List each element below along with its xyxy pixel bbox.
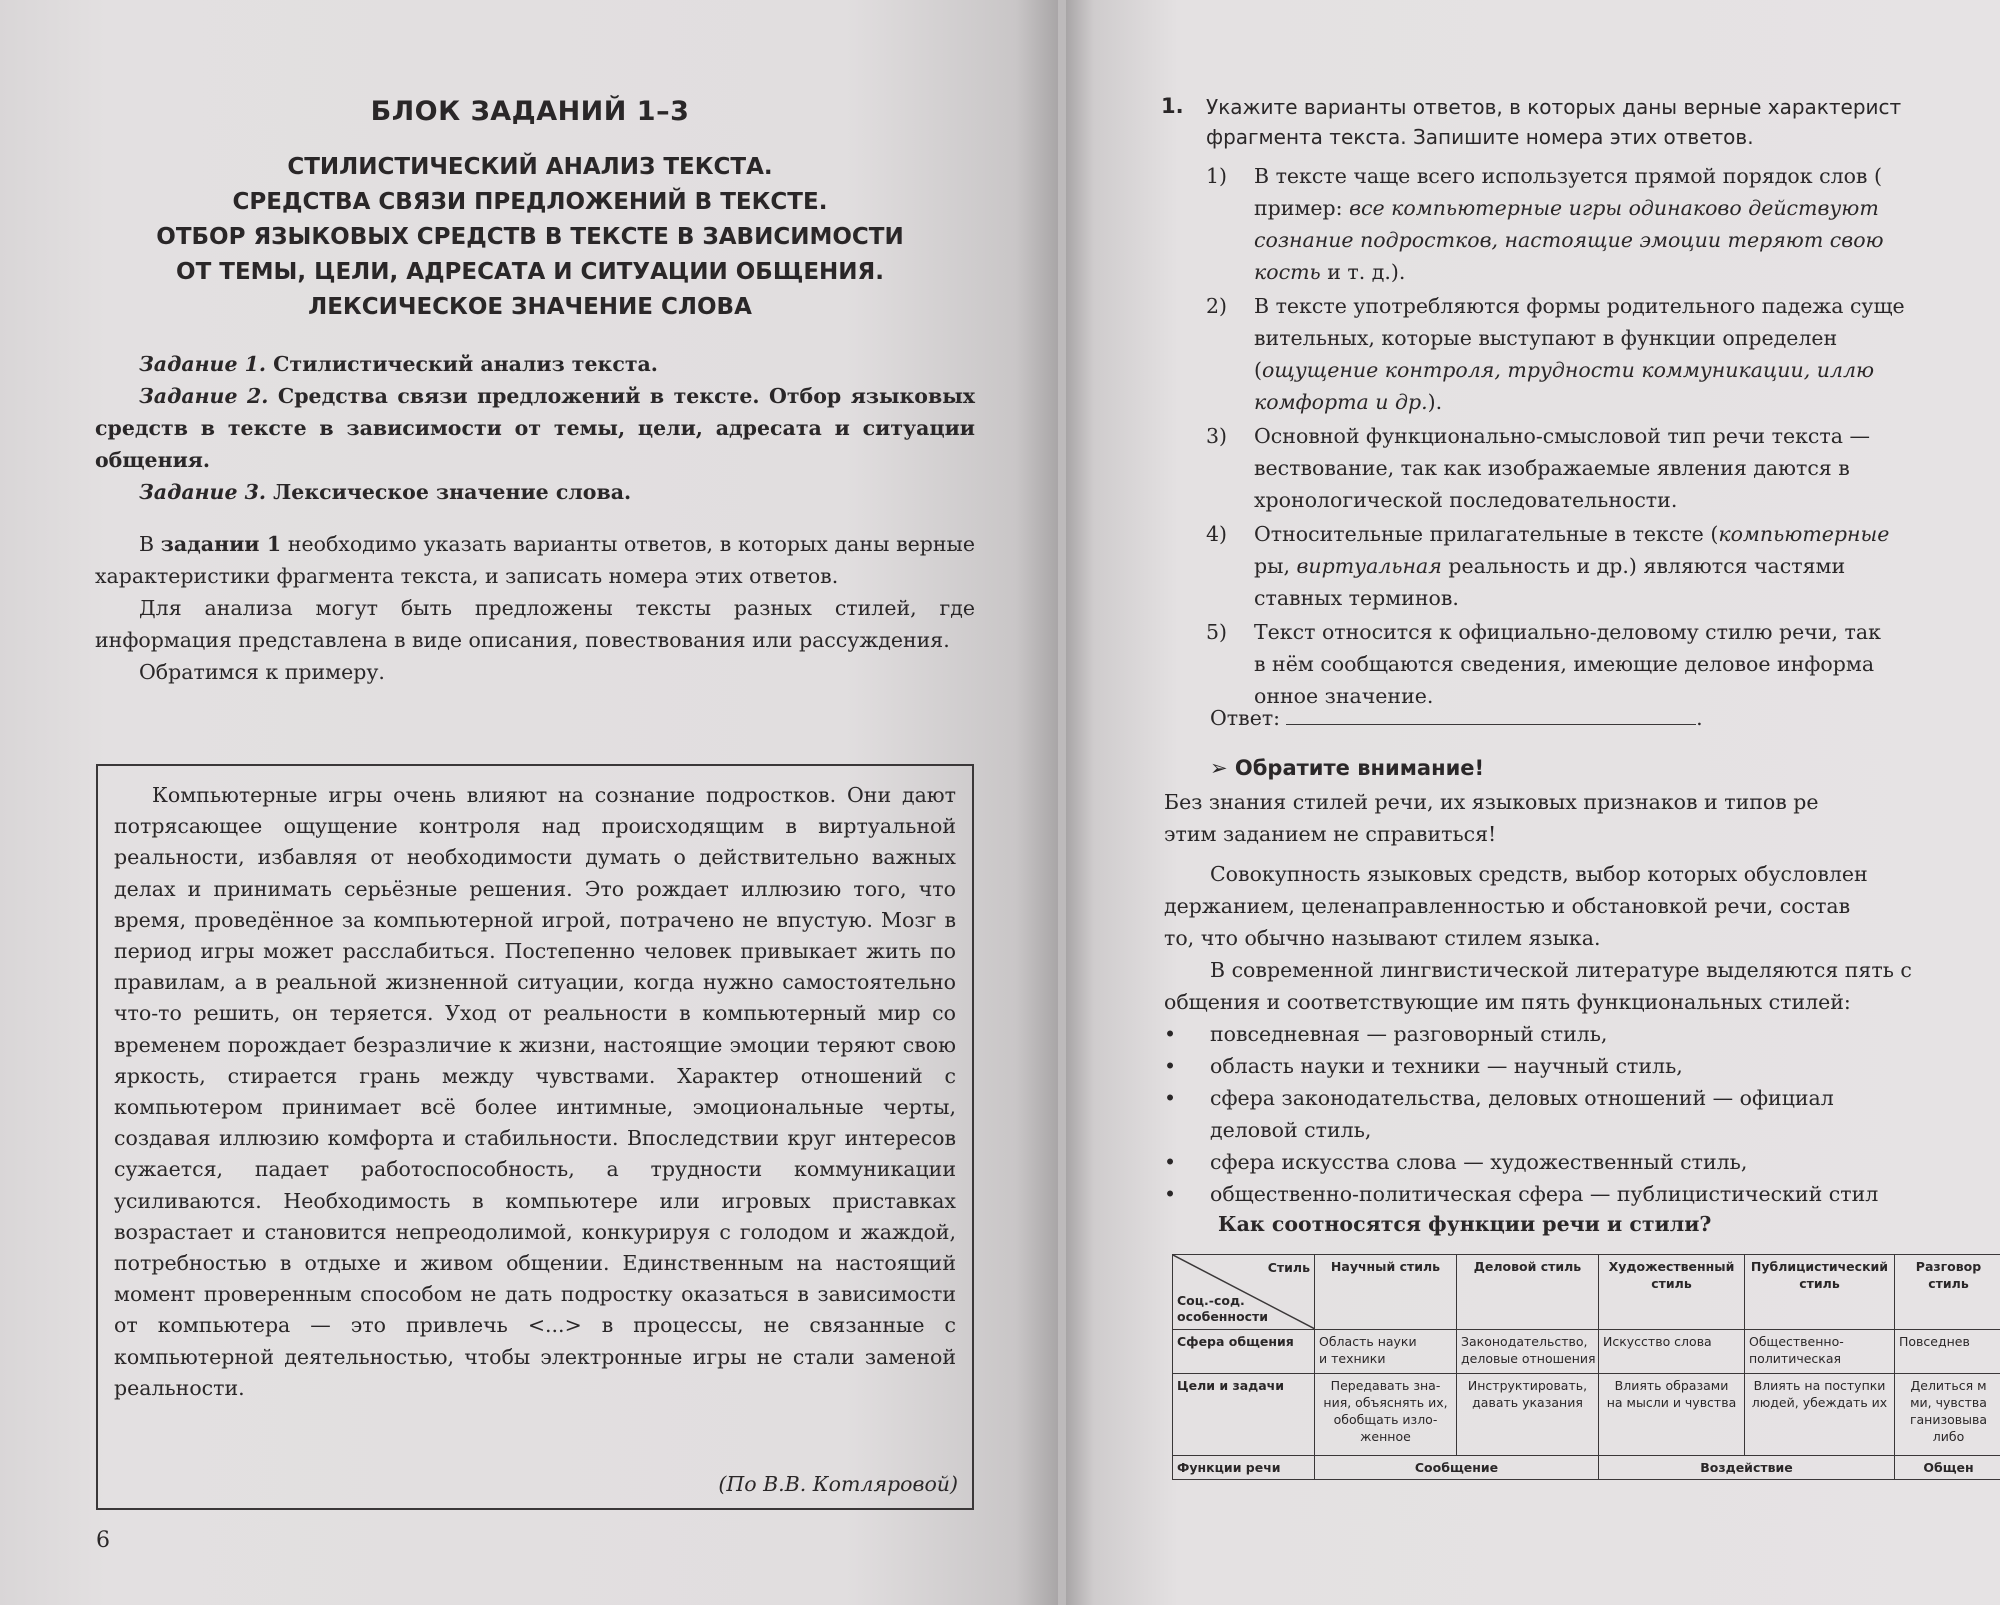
cell-line: Влиять на поступки: [1753, 1378, 1886, 1393]
table-cell: [1895, 1330, 2000, 1374]
option-text: ощущение контроля, трудности коммуникации, иллю: [1262, 358, 1875, 382]
note-heading: ➢ Обратите внимание!: [1210, 756, 1485, 780]
table-cell: [1457, 1374, 1599, 1456]
option-text: в нём сообщаются сведения, имеющие деловое информа: [1254, 652, 1875, 676]
table-row: [1173, 1456, 2000, 1480]
table-row: [1173, 1330, 2000, 1374]
para-line: В современной лингвистической литературе выделяются пять с: [1210, 958, 1912, 982]
option-number: 1): [1206, 164, 1228, 188]
intro-p1-start: В: [139, 532, 161, 556]
option-line: [1254, 160, 2000, 192]
option-text: вительных, которые выступают в функции определен: [1254, 326, 1838, 350]
option-number: 3): [1206, 424, 1228, 448]
style-list-text: область науки и техники — научный стиль,: [1210, 1054, 1683, 1078]
table-row: [1173, 1374, 2000, 1456]
style-list-text: общественно-политическая сфера — публицистический стил: [1210, 1182, 1879, 1206]
table-corner-cell: [1173, 1255, 1315, 1330]
option-text: компьютерные: [1718, 522, 1890, 546]
style-list-text: повседневная — разговорный стиль,: [1210, 1022, 1608, 1046]
note-line: Без знания стилей речи, их языковых признаков и типов ре: [1164, 790, 1819, 814]
corner-bottom-line: Соц.-сод.: [1177, 1293, 1245, 1308]
function-cell: Общен: [1895, 1456, 2000, 1480]
col-header-line: стиль: [1928, 1276, 1969, 1291]
cell-line: Законодательство,: [1461, 1334, 1588, 1349]
style-list-text: деловой стиль,: [1210, 1118, 1372, 1142]
para-line: Совокупность языковых средств, выбор которых обусловлен: [1210, 862, 1868, 886]
option-text: реальность и др.) являются частями: [1441, 554, 1846, 578]
question-text: [1206, 92, 2000, 152]
answer-end: .: [1696, 706, 1703, 730]
option-text: пример:: [1254, 196, 1350, 220]
option-text: хронологической последовательности.: [1254, 488, 1678, 512]
note-line: этим заданием не справиться!: [1164, 822, 1497, 846]
cell-line: Общественно-: [1749, 1334, 1844, 1349]
cell-line: ми, чувства: [1910, 1395, 1987, 1410]
table-header-row: [1173, 1255, 2000, 1330]
task-label: Задание 2.: [139, 384, 269, 408]
bullet-icon: •: [1164, 1054, 1177, 1078]
para-line: то, что обычно называют стилем языка.: [1164, 926, 1601, 950]
subtitle-line: СТИЛИСТИЧЕСКИЙ АНАЛИЗ ТЕКСТА.: [287, 154, 773, 180]
cell-line: Делиться м: [1910, 1378, 1987, 1393]
para-line: держанием, целенаправленностью и обстановкой речи, состав: [1164, 894, 1851, 918]
para-line: общения и соответствующие им пять функциональных стилей:: [1164, 990, 1851, 1014]
task-list: [95, 348, 975, 508]
option-line: [1254, 648, 2000, 680]
row-header: Сфера общения: [1173, 1330, 1315, 1374]
table-cell: [1599, 1374, 1745, 1456]
function-cell: Воздействие: [1599, 1456, 1895, 1480]
intro-p1-rest: необходимо указать варианты ответов, в которых даны верные характеристики фрагмента текста, и записать номера этих ответов.: [95, 532, 975, 588]
subtitle-line: ОТБОР ЯЗЫКОВЫХ СРЕДСТВ В ТЕКСТЕ В ЗАВИСИМОСТИ: [156, 224, 904, 250]
cell-line: Искусство слова: [1603, 1334, 1712, 1349]
question-number: 1.: [1161, 94, 1184, 118]
intro-paragraph: Обратимся к примеру.: [139, 660, 385, 684]
answer-blank[interactable]: [1286, 706, 1696, 725]
option-line: [1254, 616, 2000, 648]
option-text: вествование, так как изображаемые явления даются в: [1254, 456, 1850, 480]
option-line: [1254, 386, 2000, 418]
col-header: [1599, 1255, 1745, 1330]
row-header: Цели и задачи: [1173, 1374, 1315, 1456]
col-header-line: Деловой стиль: [1473, 1259, 1582, 1274]
cell-line: ния, объяснять их,: [1323, 1395, 1448, 1410]
corner-top-label: Стиль: [1267, 1260, 1310, 1275]
block-subtitle: [80, 150, 980, 325]
cell-line: давать указания: [1472, 1395, 1583, 1410]
col-header-line: Публицистический: [1750, 1259, 1889, 1274]
option-text: ставных терминов.: [1254, 586, 1459, 610]
sample-text-box: [96, 764, 974, 1510]
col-header: [1457, 1255, 1599, 1330]
page-number: 6: [96, 1528, 110, 1553]
cell-line: либо: [1932, 1429, 1965, 1444]
option-text: сознание подростков, настоящие эмоции теряют свою: [1254, 228, 1884, 252]
option-line: [1254, 518, 2000, 550]
block-title: БЛОК ЗАДАНИЙ 1–3: [370, 96, 690, 127]
bullet-icon: •: [1164, 1182, 1177, 1206]
table-cell: [1315, 1374, 1457, 1456]
intro-paragraph: Для анализа могут быть предложены тексты разных стилей, где информация представлена в виде описания, повествования или рассуждения.: [95, 596, 975, 652]
sample-text: Компьютерные игры очень влияют на сознание подростков. Они дают потрясающее ощущение контроля над происходящим в виртуальной реальности, избавляя от необходимости думать о действительно важных делах и принимать серьёзные решения. Это рождает иллюзию того, что время, проведённое за компьютерной игрой, потрачено не впустую. Мозг в период игры может расслабиться. Постепенно человек привыкает жить по правилам, а в реальной жизненной ситуации, когда нужно самостоятельно что-то решить, он теряется. Уход от реальности в компьютерный мир со временем порождает безразличие к жизни, настоящие эмоции теряют свою яркость, стирается грань между чувствами. Характер отношений с компьютером принимает всё более интимные, эмоциональные черты, создавая иллюзию комфорта и стабильности. Впоследствии круг интересов сужается, падает работоспособность, а трудности коммуникации усиливаются. Необходимость в компьютере или игровых приставках возрастает и становится непреодолимой, конкурируя с голодом и жаждой, потребностью в отдыхе и живом общении. Единственным на настоящий момент проверенным способом не дать подростку оказаться в зависимости от компьютера — это привлечь <...> в процессы, не связанные с компьютерной деятельностью, чтобы электронные игры не стали заменой реальности.: [114, 783, 956, 1400]
option-number: 4): [1206, 522, 1228, 546]
sample-source: (По В.В. Котляровой): [718, 1472, 958, 1496]
intro-text: [95, 528, 975, 688]
cell-line: Инструктировать,: [1467, 1378, 1588, 1393]
table-cell: [1315, 1330, 1457, 1374]
intro-paragraph: [95, 528, 975, 592]
corner-bottom-line: особенности: [1177, 1309, 1269, 1324]
table-cell: [1457, 1330, 1599, 1374]
task-label: Задание 3.: [139, 480, 267, 504]
col-header-line: стиль: [1799, 1276, 1840, 1291]
subtitle-line: ОТ ТЕМЫ, ЦЕЛИ, АДРЕСАТА И СИТУАЦИИ ОБЩЕНИЯ.: [176, 259, 884, 285]
table-cell: [1745, 1374, 1895, 1456]
task-item: [95, 476, 975, 508]
col-header-line: стиль: [1651, 1276, 1692, 1291]
row-header: Функции речи: [1173, 1456, 1315, 1480]
cell-line: Повседнев: [1899, 1334, 1970, 1349]
cell-line: людей, убеждать их: [1751, 1395, 1888, 1410]
option-line: [1254, 290, 2000, 322]
cell-line: Влиять образами: [1614, 1378, 1729, 1393]
table-cell: [1745, 1330, 1895, 1374]
option-line: [1254, 192, 2000, 224]
cell-line: обобщать изло-: [1333, 1412, 1438, 1427]
option-text: Относительные прилагательные в тексте (: [1254, 522, 1719, 546]
cell-line: и техники: [1319, 1351, 1386, 1366]
intro-p1-bold: задании 1: [160, 532, 282, 556]
option-line: [1254, 420, 2000, 452]
option-line: [1254, 452, 2000, 484]
option-text: Текст относится к официально-деловому стилю речи, так: [1254, 620, 1881, 644]
style-list-text: сфера искусства слова — художественный стиль,: [1210, 1150, 1748, 1174]
table-cell: [1599, 1330, 1745, 1374]
answer-label: Ответ:: [1210, 706, 1281, 730]
right-page: [1066, 0, 2000, 1605]
col-header: [1745, 1255, 1895, 1330]
task-text: Стилистический анализ текста.: [266, 352, 658, 376]
option-number: 2): [1206, 294, 1228, 318]
option-text: В тексте чаще всего используется прямой порядок слов (: [1254, 164, 1882, 188]
bullet-icon: •: [1164, 1022, 1177, 1046]
task-item: [95, 380, 975, 476]
option-line: [1254, 224, 2000, 256]
option-line: [1254, 550, 2000, 582]
option-text: все компьютерные игры одинаково действуют: [1349, 196, 1879, 220]
option-number: 5): [1206, 620, 1228, 644]
cell-line: ганизовыва: [1909, 1412, 1988, 1427]
cell-line: деловые отношения: [1461, 1351, 1596, 1366]
option-line: [1254, 354, 2000, 386]
cell-line: Область науки: [1319, 1334, 1417, 1349]
bullet-icon: •: [1164, 1150, 1177, 1174]
task-text: Средства связи предложений в тексте. Отбор языковых средств в тексте в зависимости от темы, цели, адресата и ситуации общения.: [95, 384, 975, 472]
task-item: [95, 348, 975, 380]
cell-line: женное: [1360, 1429, 1411, 1444]
option-line: [1254, 582, 2000, 614]
col-header-line: Художественный: [1608, 1259, 1735, 1274]
option-text: онное значение.: [1254, 684, 1434, 708]
option-text: виртуальная: [1296, 554, 1442, 578]
option-line: [1254, 322, 2000, 354]
col-header-line: Научный стиль: [1330, 1259, 1441, 1274]
corner-bottom-label: [1177, 1293, 1268, 1325]
option-line: [1254, 484, 2000, 516]
option-text: В тексте употребляются формы родительного падежа суще: [1254, 294, 1905, 318]
bullet-icon: •: [1164, 1086, 1177, 1110]
subtitle-line: СРЕДСТВА СВЯЗИ ПРЕДЛОЖЕНИЙ В ТЕКСТЕ.: [232, 189, 828, 215]
col-header: [1315, 1255, 1457, 1330]
cell-line: на мысли и чувства: [1606, 1395, 1737, 1410]
styles-table: [1172, 1254, 2000, 1480]
table-heading: Как соотносятся функции речи и стили?: [1218, 1212, 1712, 1236]
question-line: Укажите варианты ответов, в которых даны верные характерист: [1206, 95, 1902, 119]
option-text: и т. д.).: [1320, 260, 1406, 284]
col-header: [1895, 1255, 2000, 1330]
question-line: фрагмента текста. Запишите номера этих ответов.: [1206, 125, 1754, 149]
task-text: Лексическое значение слова.: [266, 480, 632, 504]
answer-line: [1210, 706, 1703, 730]
option-text: ры,: [1254, 554, 1297, 578]
option-text: Основной функционально-смысловой тип речи текста —: [1254, 424, 1870, 448]
col-header-line: Разговор: [1915, 1259, 1982, 1274]
subtitle-line: ЛЕКСИЧЕСКОЕ ЗНАЧЕНИЕ СЛОВА: [308, 294, 752, 320]
cell-line: политическая: [1749, 1351, 1842, 1366]
option-text: ).: [1427, 390, 1443, 414]
style-list-text: сфера законодательства, деловых отношений — официал: [1210, 1086, 1834, 1110]
option-text: кость: [1254, 260, 1321, 284]
table-cell: [1895, 1374, 2000, 1456]
function-cell: Сообщение: [1315, 1456, 1599, 1480]
option-line: [1254, 256, 2000, 288]
task-label: Задание 1.: [139, 352, 267, 376]
option-text: комфорта и др.: [1254, 390, 1428, 414]
option-text: (: [1254, 358, 1262, 382]
cell-line: Передавать зна-: [1330, 1378, 1441, 1393]
